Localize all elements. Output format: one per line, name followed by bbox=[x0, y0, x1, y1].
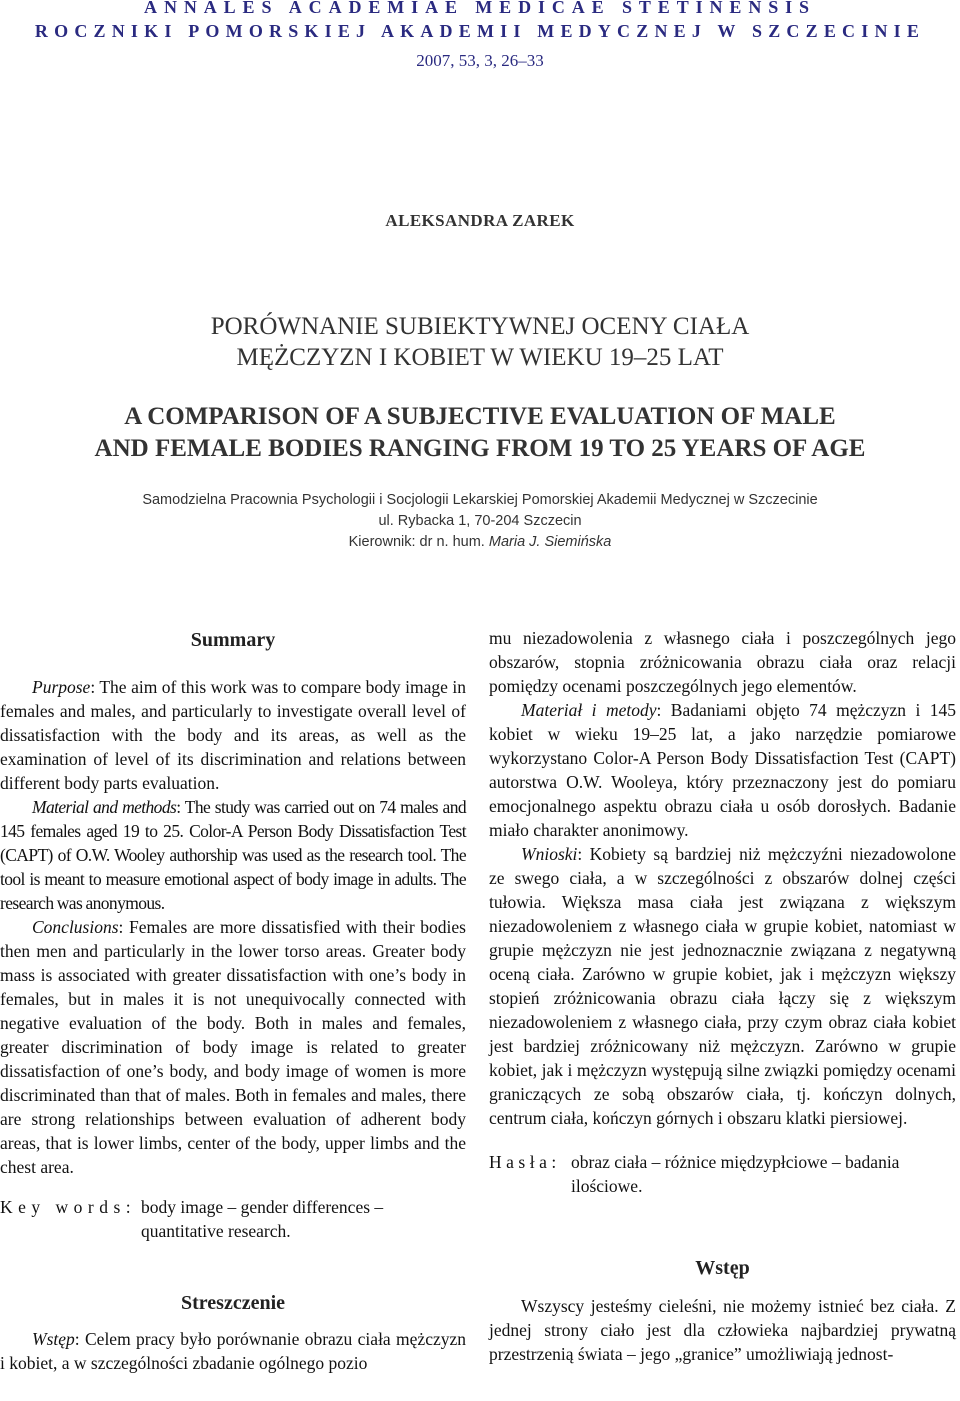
streszczenie-heading: Streszczenie bbox=[180, 1292, 286, 1314]
affiliation-head-prefix: Kierownik: dr n. hum. bbox=[348, 534, 485, 550]
summary-purpose bbox=[0, 675, 466, 795]
conclusions-text: : Females are more dissatisfied with their bodies then men and particularly in the lower torso areas. Greater body mass is associated with greater dissatisfaction with one’s body in females, but in males it is not unequivocally connected with negative evaluation of the body. Both in males and females, greater discrimination of body image is related to greater dissatisfaction of one’s body, and body image of women is more discriminated than that of males. Both in females and males, there are strong relationships between evaluation of adherent body areas, that is lower limbs, center of the body, upper limbs and the chest area. bbox=[0, 917, 466, 1177]
left-column bbox=[0, 626, 466, 1375]
affiliation bbox=[0, 490, 960, 553]
purpose-label: Purpose bbox=[32, 677, 91, 697]
streszczenie-wnioski bbox=[489, 842, 956, 1130]
wstep-label: Wstęp bbox=[32, 1329, 75, 1349]
journal-name-polish: ROCZNIKI POMORSKIEJ AKADEMII MEDYCZNEJ W SZCZECINIE bbox=[34, 21, 926, 41]
affiliation-head bbox=[0, 532, 960, 553]
material-text: : Badaniami objęto 74 mężczyzn i 145 kobiet w wieku 19–25 lat, a jako narzędzie pomiarowe wykorzystano Color-A Person Body Dissatisfaction Test (CAPT) autorstwa O.W. Wooleya, który przeznaczony jest do pomiaru emocjonalnego aspektu obrazu ciała u osób dorosłych. Badanie miało charakter anonimowy. bbox=[489, 700, 956, 840]
author-name: ALEKSANDRA ZAREK bbox=[385, 211, 575, 230]
keywords-label: Key words: bbox=[0, 1197, 137, 1217]
title-english-line: AND FEMALE BODIES RANGING FROM 19 TO 25 YEARS OF AGE bbox=[94, 435, 866, 462]
summary-heading: Summary bbox=[190, 629, 276, 651]
title-polish-line: MĘŻCZYZN I KOBIET W WIEKU 19–25 LAT bbox=[236, 344, 724, 371]
intro-heading: Wstęp bbox=[695, 1257, 750, 1279]
material-label: Materiał i metody bbox=[521, 700, 657, 720]
right-column bbox=[489, 626, 956, 1366]
title-english-line: A COMPARISON OF A SUBJECTIVE EVALUATION OF MALE bbox=[124, 403, 836, 430]
citation: 2007, 53, 3, 26–33 bbox=[416, 51, 544, 70]
keywords bbox=[0, 1195, 466, 1243]
wnioski-label: Wnioski bbox=[521, 844, 578, 864]
summary-conclusions bbox=[0, 915, 466, 1179]
affiliation-institution: Samodzielna Pracownia Psychologii i Socjologii Lekarskiej Pomorskiej Akademii Medycznej w Szczecinie bbox=[142, 492, 818, 508]
haslo-text: obraz ciała – różnice międzypłciowe – badania ilościowe. bbox=[571, 1152, 900, 1196]
affiliation-head-name: Maria J. Siemińska bbox=[488, 534, 612, 550]
title-polish-line: PORÓWNANIE SUBIEKTYWNEJ OCENY CIAŁA bbox=[210, 313, 750, 340]
title-english bbox=[0, 401, 960, 465]
purpose-text: : The aim of this work was to compare body image in females and males, and particularly to investigate overall level of dissatisfaction with the body and its areas, as well as the examination of level of its discrimination and relations between different body parts evaluation. bbox=[0, 677, 466, 793]
wstep-text: : Celem pracy było porównanie obrazu ciała mężczyzn i kobiet, a w szczególności zbadanie ogólnego pozio bbox=[0, 1329, 466, 1373]
conclusions-label: Conclusions bbox=[32, 917, 119, 937]
journal-name-latin: ANNALES ACADEMIAE MEDICAE STETINENSIS bbox=[144, 0, 816, 17]
haslo-label: Hasła: bbox=[489, 1152, 561, 1172]
wnioski-text: : Kobiety są bardziej niż mężczyźni niezadowolone ze swego ciała, a w szczególności z obszarów dolnej części tułowia. Większa masa ciała jest związana z większym niezadowoleniem z własnego ciała w grupie kobiet, natomiast w grupie mężczyzn nie jest jednoznacznie związana z negatywną oceną ciała. Zarówno w grupie kobiet, jak i mężczyzn większy stopień zróżnicowania obrazu ciała łączy się z większym niezadowoleniem z własnego ciała, przy czym obraz ciała kobiet jest bardziej zróżnicowany niż mężczyzn. Zarówno w grupie kobiet, jak i mężczyzn występują silne związki pomiędzy ocenami graniczących ze sobą obszarów ciała, tj. kończyn dolnych, centrum ciała, kończyn górnych i obszaru klatki piersiowej. bbox=[489, 844, 956, 1128]
title-polish bbox=[0, 311, 960, 373]
methods-text: : The study was carried out on 74 males and 145 females aged 19 to 25. Color-A Person Body Dissatisfaction Test (CAPT) of O.W. Wooley authorship was used as the research tool. The tool is meant to measure emotional aspect of body image in adults. The research was anonymous. bbox=[0, 797, 466, 913]
methods-label: Material and methods bbox=[32, 797, 177, 817]
wstep-text-continued: mu niezadowolenia z własnego ciała i poszczególnych jego obszarów, stopnia zróżnicowania obrazu ciała oraz relacji pomiędzy ocenami poszczególnych jego elementów. bbox=[489, 628, 956, 696]
streszczenie-material bbox=[489, 698, 956, 842]
haslo bbox=[489, 1150, 956, 1198]
keywords-text: body image – gender differences – quantitative research. bbox=[141, 1197, 384, 1241]
intro-paragraph: Wszyscy jesteśmy cieleśni, nie możemy istnieć bez ciała. Z jednej strony ciało jest dla człowieka najbardziej prywatną przestrzenią świata – jego „granice” umożliwiają jednost- bbox=[489, 1296, 956, 1364]
streszczenie-wstep bbox=[0, 1327, 466, 1375]
summary-methods bbox=[0, 795, 466, 915]
affiliation-address: ul. Rybacka 1, 70-204 Szczecin bbox=[378, 513, 582, 529]
